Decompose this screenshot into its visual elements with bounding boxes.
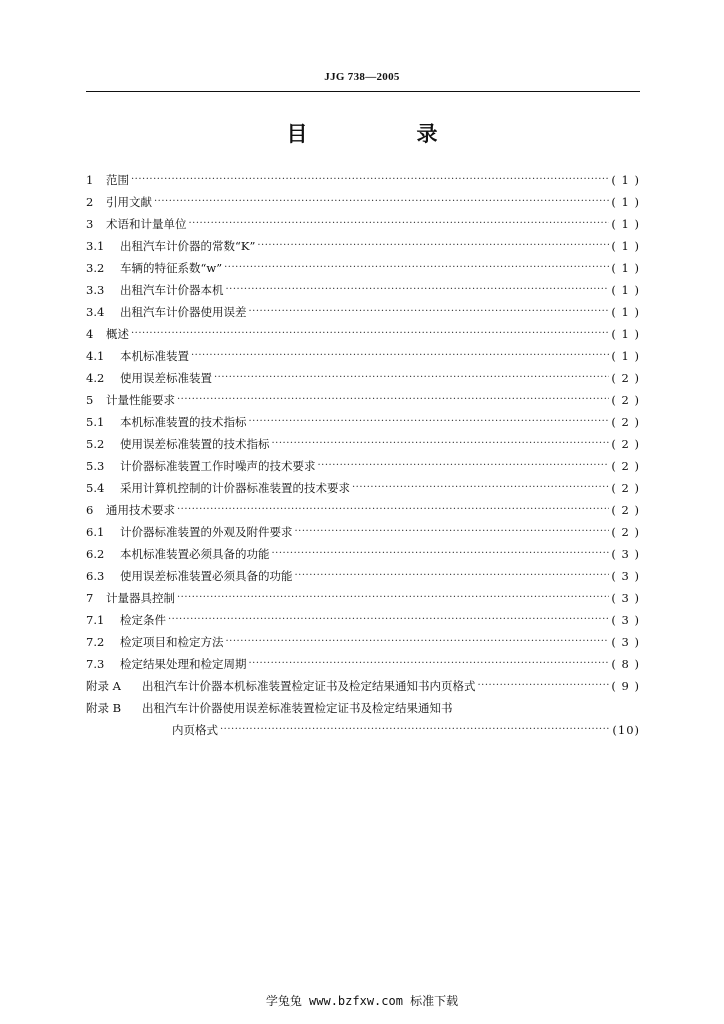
toc-entry[interactable] [86, 389, 640, 411]
toc-entry-page: ( 1 ) [611, 327, 640, 341]
footer-watermark: 学兔兔 www.bzfxw.com 标准下载 [265, 994, 459, 1008]
toc-leader-dots [168, 609, 609, 631]
toc-entry-title: 出租汽车计价器的常数“K” [120, 239, 256, 253]
toc-leader-dots [257, 235, 609, 257]
toc-leader-dots [249, 301, 610, 323]
toc-entry-page: ( 1 ) [611, 239, 640, 253]
toc-entry-number: 7.2 [86, 635, 105, 649]
toc-entry[interactable] [86, 675, 640, 697]
toc-entry[interactable] [86, 719, 640, 741]
toc-entry[interactable] [86, 257, 640, 279]
toc-entry[interactable] [86, 235, 640, 257]
toc-entry-number: 2 [86, 195, 94, 209]
toc-entry-number: 3.2 [86, 261, 105, 275]
standard-code: JJG 738—2005 [324, 71, 400, 83]
toc-leader-dots [220, 719, 610, 741]
toc-entry-number: 4.1 [86, 349, 105, 363]
toc-entry-number: 5.3 [86, 459, 105, 473]
toc-entry-title: 出租汽车计价器本机标准装置检定证书及检定结果通知书内页格式 [142, 679, 476, 693]
toc-leader-dots [177, 499, 609, 521]
toc-entry-page: ( 9 ) [611, 679, 640, 693]
toc-entry-page: ( 1 ) [611, 195, 640, 209]
toc-entry-page: ( 1 ) [611, 283, 640, 297]
toc-entry-page: ( 3 ) [611, 547, 640, 561]
toc-entry-number: 附录 A [86, 679, 121, 693]
toc-entry-title: 概述 [106, 327, 129, 341]
toc-leader-dots [295, 521, 610, 543]
toc-entry-number: 6.3 [86, 569, 105, 583]
toc-entry[interactable] [86, 499, 640, 521]
toc-entry-page: ( 3 ) [611, 635, 640, 649]
toc-entry-title: 采用计算机控制的计价器标准装置的技术要求 [120, 481, 350, 495]
toc-entry[interactable] [86, 565, 640, 587]
toc-entry-page: ( 2 ) [611, 393, 640, 407]
toc-entry-title: 使用误差标准装置 [120, 371, 212, 385]
toc-entry-title: 出租汽车计价器使用误差 [120, 305, 247, 319]
toc-entry-number: 4.2 [86, 371, 105, 385]
toc-entry-page: ( 2 ) [611, 503, 640, 517]
toc-entry-page: ( 2 ) [611, 525, 640, 539]
toc-entry-title: 范围 [106, 173, 129, 187]
toc-entry[interactable] [86, 697, 640, 719]
toc-entry-page: ( 3 ) [611, 613, 640, 627]
toc-entry-title: 使用误差标准装置的技术指标 [120, 437, 270, 451]
toc-entry[interactable] [86, 345, 640, 367]
toc-entry[interactable] [86, 279, 640, 301]
toc-entry-title: 出租汽车计价器使用误差标准装置检定证书及检定结果通知书 [142, 701, 453, 715]
toc-leader-dots [177, 389, 609, 411]
toc-entry-title: 计价器标准装置工作时噪声的技术要求 [120, 459, 316, 473]
toc-entry-page: ( 1 ) [611, 349, 640, 363]
toc-leader-dots [249, 653, 610, 675]
toc-leader-dots [272, 433, 610, 455]
toc-leader-dots [224, 257, 609, 279]
toc-entry[interactable] [86, 477, 640, 499]
toc-entry-page: (10) [612, 723, 640, 737]
toc-entry[interactable] [86, 301, 640, 323]
toc-entry-page: ( 2 ) [611, 415, 640, 429]
toc-entry-number: 4 [86, 327, 94, 341]
toc-entry[interactable] [86, 653, 640, 675]
toc-entry-title: 使用误差标准装置必须具备的功能 [120, 569, 293, 583]
toc-entry-title: 检定结果处理和检定周期 [120, 657, 247, 671]
toc-entry-title: 检定项目和检定方法 [120, 635, 224, 649]
toc-entry-title: 通用技术要求 [106, 503, 175, 517]
toc-entry-number: 6.1 [86, 525, 105, 539]
toc-entry[interactable] [86, 631, 640, 653]
toc-entry-number: 7.1 [86, 613, 105, 627]
toc-entry[interactable] [86, 191, 640, 213]
toc-entry-page: ( 8 ) [611, 657, 640, 671]
toc-leader-dots [189, 213, 610, 235]
toc-entry-title: 计量器具控制 [106, 591, 175, 605]
toc-entry-number: 附录 B [86, 701, 122, 715]
toc-leader-dots [249, 411, 610, 433]
toc-leader-dots [154, 191, 609, 213]
toc-leader-dots [131, 323, 609, 345]
toc-entry-number: 5.1 [86, 415, 105, 429]
toc-entry[interactable] [86, 213, 640, 235]
toc-entry-page: ( 1 ) [611, 217, 640, 231]
toc-entry[interactable] [86, 587, 640, 609]
toc-entry-title: 计价器标准装置的外观及附件要求 [120, 525, 293, 539]
header-rule [86, 91, 640, 92]
toc-entry-number: 6.2 [86, 547, 105, 561]
toc-entry-number: 3.4 [86, 305, 105, 319]
toc-entry-title: 计量性能要求 [106, 393, 175, 407]
toc-entry-page: ( 2 ) [611, 437, 640, 451]
toc-entry-number: 5.4 [86, 481, 105, 495]
toc-entry-number: 5 [86, 393, 94, 407]
toc-leader-dots [318, 455, 610, 477]
page-title: 目 录 [286, 122, 482, 146]
toc-entry-page: ( 1 ) [611, 173, 640, 187]
toc-leader-dots [214, 367, 609, 389]
toc-entry-number: 5.2 [86, 437, 105, 451]
toc-entry-page: ( 1 ) [611, 261, 640, 275]
toc-leader-dots [295, 565, 610, 587]
toc-entry[interactable] [86, 543, 640, 565]
toc-entry[interactable] [86, 521, 640, 543]
toc-entry-title: 检定条件 [120, 613, 166, 627]
toc-entry-page: ( 3 ) [611, 569, 640, 583]
toc-entry-title: 引用文献 [106, 195, 152, 209]
toc-entry[interactable] [86, 433, 640, 455]
toc-entry-title: 术语和计量单位 [106, 217, 187, 231]
toc-leader-dots [478, 675, 610, 697]
toc-entry-page: ( 3 ) [611, 591, 640, 605]
toc-entry-page: ( 1 ) [611, 305, 640, 319]
toc-entry-number: 7.3 [86, 657, 105, 671]
toc-leader-dots [226, 631, 610, 653]
toc-entry-title: 本机标准装置 [120, 349, 189, 363]
toc-entry-number: 7 [86, 591, 94, 605]
toc-leader-dots [226, 279, 610, 301]
toc-entry-number: 3.3 [86, 283, 105, 297]
toc-leader-dots [131, 169, 609, 191]
toc-entry[interactable] [86, 367, 640, 389]
toc-entry-number: 3.1 [86, 239, 105, 253]
toc-entry[interactable] [86, 323, 640, 345]
toc-leader-dots [191, 345, 609, 367]
table-of-contents [86, 169, 640, 741]
toc-entry-number: 3 [86, 217, 94, 231]
toc-entry[interactable] [86, 169, 640, 191]
toc-entry-title: 本机标准装置的技术指标 [120, 415, 247, 429]
toc-entry-number: 6 [86, 503, 94, 517]
toc-entry[interactable] [86, 455, 640, 477]
toc-entry-title: 内页格式 [172, 723, 218, 737]
toc-entry[interactable] [86, 609, 640, 631]
toc-entry-page: ( 2 ) [611, 481, 640, 495]
toc-leader-dots [352, 477, 609, 499]
toc-entry-title: 出租汽车计价器本机 [120, 283, 224, 297]
toc-leader-dots [177, 587, 609, 609]
toc-entry[interactable] [86, 411, 640, 433]
toc-entry-title: 车辆的特征系数“w” [120, 261, 223, 275]
toc-entry-title: 本机标准装置必须具备的功能 [120, 547, 270, 561]
toc-leader-dots [272, 543, 610, 565]
toc-entry-page: ( 2 ) [611, 371, 640, 385]
toc-entry-number: 1 [86, 173, 94, 187]
toc-entry-page: ( 2 ) [611, 459, 640, 473]
